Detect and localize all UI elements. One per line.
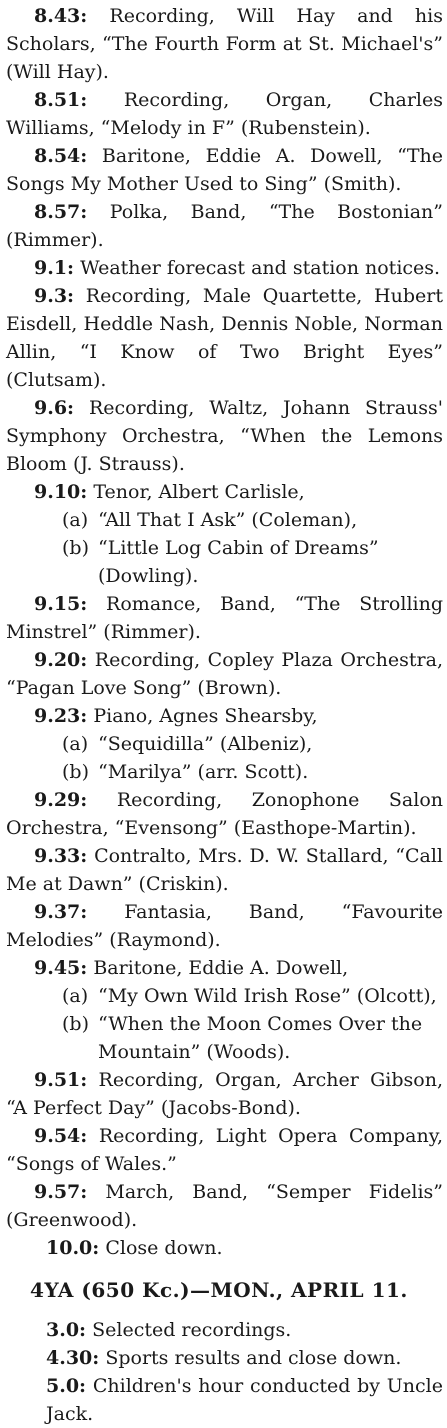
entry-text: Recording, Male Quartette, Hubert Eisdell, Heddle Nash, Dennis Noble, Norman Allin, “I Know of Two Bright Eyes” (Clutsam). bbox=[6, 285, 443, 391]
entry-time: 9.20: bbox=[34, 649, 88, 671]
sub-item-label: (a) bbox=[62, 985, 89, 1007]
entry-time: 9.54: bbox=[34, 1125, 88, 1147]
sub-item bbox=[62, 730, 443, 758]
entry-text: Recording, Waltz, Johann Strauss' Symphony Orchestra, “When the Lemons Bloom (J. Strauss). bbox=[6, 397, 443, 475]
programme-entry bbox=[6, 394, 443, 478]
entry-time: 8.54: bbox=[34, 145, 88, 167]
entry-time: 9.10: bbox=[34, 481, 88, 503]
programme-entry bbox=[6, 1344, 443, 1372]
entry-time: 9.6: bbox=[34, 397, 75, 419]
sub-item-label: (a) bbox=[62, 509, 89, 531]
entry-time: 9.51: bbox=[34, 1069, 88, 1091]
sub-item-text: “Marilya” (arr. Scott). bbox=[98, 761, 309, 783]
entry-text: Recording, Organ, Charles Williams, “Melody in F” (Rubenstein). bbox=[6, 89, 443, 139]
entry-time: 9.3: bbox=[34, 285, 75, 307]
entry-time: 8.57: bbox=[34, 201, 88, 223]
entry-text: Recording, Copley Plaza Orchestra, “Pagan Love Song” (Brown). bbox=[6, 649, 443, 699]
station-heading: 4YA (650 Kc.)—MON., APRIL 11. bbox=[30, 1278, 408, 1302]
tenor-entry bbox=[6, 478, 443, 590]
entry-text: Polka, Band, “The Bostonian” (Rimmer). bbox=[6, 201, 443, 251]
sub-item-label: (b) bbox=[62, 761, 89, 783]
sub-items bbox=[6, 982, 443, 1066]
entry-time: 9.1: bbox=[34, 257, 75, 279]
entry-time: 8.43: bbox=[34, 5, 88, 27]
entry-time: 9.45: bbox=[34, 957, 88, 979]
entry-time: 10.0: bbox=[46, 1237, 100, 1259]
entry-text: Selected recordings. bbox=[86, 1319, 292, 1341]
programme-entry bbox=[6, 842, 443, 898]
entry-time: 9.57: bbox=[34, 1181, 88, 1203]
entry-text: Recording, Will Hay and his Scholars, “The Fourth Form at St. Michael's” (Will Hay). bbox=[6, 5, 443, 83]
programme-entry bbox=[6, 1372, 443, 1428]
sub-item-label: (b) bbox=[62, 537, 89, 559]
entry-text: Baritone, Eddie A. Dowell, bbox=[87, 957, 349, 979]
entry-text: Contralto, Mrs. D. W. Stallard, “Call Me at Dawn” (Criskin). bbox=[6, 845, 443, 895]
programme-entry bbox=[6, 2, 443, 86]
sub-item bbox=[62, 534, 443, 590]
entry-time: 3.0: bbox=[46, 1319, 87, 1341]
entry-text: Fantasia, Band, “Favourite Melodies” (Raymond). bbox=[6, 901, 443, 951]
entry-text: Children's hour conducted by Uncle Jack. bbox=[46, 1375, 443, 1425]
programme-entry bbox=[6, 786, 443, 842]
entry-text: Recording, Organ, Archer Gibson, “A Perfect Day” (Jacobs-Bond). bbox=[6, 1069, 443, 1119]
programme-entry bbox=[6, 1234, 443, 1262]
programme-entry bbox=[6, 1178, 443, 1234]
sub-item-text: “Little Log Cabin of Dreams” (Dowling). bbox=[98, 537, 379, 587]
entry-time: 8.51: bbox=[34, 89, 88, 111]
programme-entry bbox=[6, 86, 443, 142]
sub-items bbox=[6, 506, 443, 590]
programme-entry bbox=[6, 142, 443, 198]
entry-text: Piano, Agnes Shearsby, bbox=[87, 705, 318, 727]
sub-item-text: “All That I Ask” (Coleman), bbox=[98, 509, 358, 531]
programme-entry bbox=[6, 478, 443, 506]
baritone-entry bbox=[6, 954, 443, 1066]
entry-time: 9.29: bbox=[34, 789, 88, 811]
entry-time: 9.23: bbox=[34, 705, 88, 727]
entry-text: Sports results and close down. bbox=[99, 1347, 402, 1369]
sub-item-label: (a) bbox=[62, 733, 89, 755]
entry-text: Romance, Band, “The Strolling Minstrel” (Rimmer). bbox=[6, 593, 443, 643]
entry-time: 9.37: bbox=[34, 901, 88, 923]
programme-entry bbox=[6, 646, 443, 702]
programme-entry bbox=[6, 198, 443, 254]
sub-item bbox=[62, 758, 443, 786]
entry-time: 4.30: bbox=[46, 1347, 100, 1369]
sub-item-text: “When the Moon Comes Over the Mountain” (Woods). bbox=[98, 1013, 423, 1063]
entry-time: 5.0: bbox=[46, 1375, 87, 1397]
sub-item-label: (b) bbox=[62, 1013, 89, 1035]
entry-text: March, Band, “Semper Fidelis” (Greenwood). bbox=[6, 1181, 443, 1231]
entry-time: 9.33: bbox=[34, 845, 88, 867]
sub-item-text: “My Own Wild Irish Rose” (Olcott), bbox=[98, 985, 437, 1007]
entry-text: Close down. bbox=[99, 1237, 223, 1259]
programme-entry bbox=[6, 702, 443, 730]
entry-text: Weather forecast and station notices. bbox=[74, 257, 441, 279]
programme-entry bbox=[6, 898, 443, 954]
programme-entry bbox=[6, 254, 443, 282]
programme-entry bbox=[6, 1066, 443, 1122]
entry-time: 9.15: bbox=[34, 593, 88, 615]
entry-text: Recording, Zonophone Salon Orchestra, “Evensong” (Easthope-Martin). bbox=[6, 789, 443, 839]
sub-item bbox=[62, 506, 443, 534]
entry-text: Recording, Light Opera Company, “Songs of Wales.” bbox=[6, 1125, 443, 1175]
entry-text: Baritone, Eddie A. Dowell, “The Songs My Mother Used to Sing” (Smith). bbox=[6, 145, 443, 195]
sub-item bbox=[62, 1010, 443, 1066]
piano-entry bbox=[6, 702, 443, 786]
sub-item-text: “Sequidilla” (Albeniz), bbox=[98, 733, 313, 755]
sub-items bbox=[6, 730, 443, 786]
entry-text: Tenor, Albert Carlisle, bbox=[87, 481, 305, 503]
sub-item bbox=[62, 982, 443, 1010]
programme-entry bbox=[6, 1316, 443, 1344]
programme-entry bbox=[6, 282, 443, 394]
programme-entry bbox=[6, 590, 443, 646]
programme-entry bbox=[6, 1122, 443, 1178]
programme-entry bbox=[6, 954, 443, 982]
